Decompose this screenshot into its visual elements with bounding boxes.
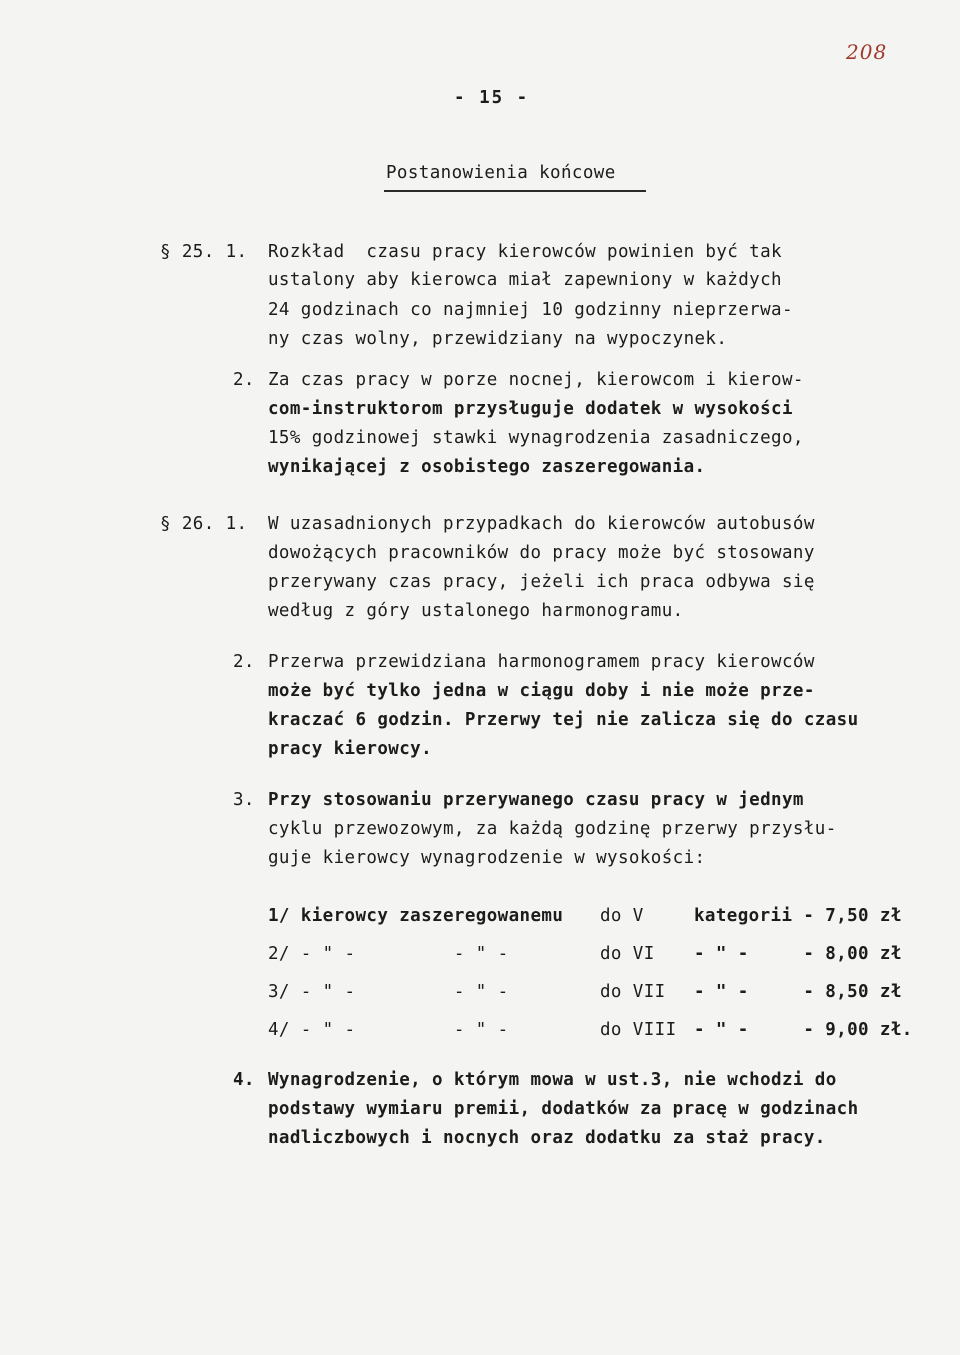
section-25-number: § 25. 1. <box>160 242 248 262</box>
section-26-para-2-line: pracy kierowcy. <box>268 739 433 759</box>
rates-row-amount: kategorii - 7,50 zł <box>694 906 902 926</box>
section-26-para-4-number: 4. <box>233 1070 255 1090</box>
rates-row-grade: do V <box>600 906 644 926</box>
rates-row-amount: - " - - 8,00 zł <box>694 944 902 964</box>
section-26-para-2-line: Przerwa przewidziana harmonogramem pracy kierowców <box>268 652 815 672</box>
section-26-text-line: W uzasadnionych przypadkach do kierowców autobusów <box>268 514 815 534</box>
section-26-text-line: według z góry ustalonego harmonogramu. <box>268 601 684 621</box>
section-26-text-line: dowożących pracowników do pracy może być stosowany <box>268 543 815 563</box>
rates-row-grade: do VIII <box>600 1020 677 1040</box>
section-25-para-2-number: 2. <box>233 370 255 390</box>
section-26-para-3-number: 3. <box>233 790 255 810</box>
section-26-para-3-line: guje kierowcy wynagrodzenie w wysokości: <box>268 848 706 868</box>
section-25-para-2-line: wynikającej z osobistego zaszeregowania. <box>268 457 706 477</box>
section-25-text-line: 24 godzinach co najmniej 10 godzinny nieprzerwa- <box>268 300 793 320</box>
title-underline <box>384 190 646 192</box>
section-26-para-4-line: podstawy wymiaru premii, dodatków za pracę w godzinach <box>268 1099 859 1119</box>
rates-row-label: 1/ kierowcy zaszeregowanemu <box>268 906 564 926</box>
section-26-para-2-number: 2. <box>233 652 255 672</box>
section-25-para-2-line: 15% godzinowej stawki wynagrodzenia zasadniczego, <box>268 428 804 448</box>
section-26-number: § 26. 1. <box>160 514 248 534</box>
rates-row-grade: do VI <box>600 944 655 964</box>
page-number: - 15 - <box>454 88 530 108</box>
section-26-para-3-line: Przy stosowaniu przerywanego czasu pracy w jednym <box>268 790 804 810</box>
section-26-para-3-line: cyklu przewozowym, za każdą godzinę przerwy przysłu- <box>268 819 837 839</box>
section-25-text-line: ny czas wolny, przewidziany na wypoczynek. <box>268 329 728 349</box>
section-25-para-2-line: Za czas pracy w porze nocnej, kierowcom i kierow- <box>268 370 804 390</box>
rates-row-label: 2/ - " - - " - <box>268 944 509 964</box>
section-25-text-line: ustalony aby kierowca miał zapewniony w każdych <box>268 270 782 290</box>
section-26-para-2-line: kraczać 6 godzin. Przerwy tej nie zalicza się do czasu <box>268 710 859 730</box>
section-26-text-line: przerywany czas pracy, jeżeli ich praca odbywa się <box>268 572 815 592</box>
handwritten-page-number: 208 <box>846 40 888 64</box>
rates-row-label: 4/ - " - - " - <box>268 1020 509 1040</box>
document-title: Postanowienia końcowe <box>386 163 616 183</box>
rates-row-amount: - " - - 8,50 zł <box>694 982 902 1002</box>
section-26-para-4-line: nadliczbowych i nocnych oraz dodatku za staż pracy. <box>268 1128 826 1148</box>
section-26-para-2-line: może być tylko jedna w ciągu doby i nie może prze- <box>268 681 815 701</box>
rates-row-grade: do VII <box>600 982 666 1002</box>
section-25-text-line: Rozkład czasu pracy kierowców powinien być tak <box>268 242 782 262</box>
section-26-para-4-line: Wynagrodzenie, o którym mowa w ust.3, nie wchodzi do <box>268 1070 837 1090</box>
rates-row-amount: - " - - 9,00 zł. <box>694 1020 913 1040</box>
rates-row-label: 3/ - " - - " - <box>268 982 509 1002</box>
section-25-para-2-line: com-instruktorom przysługuje dodatek w wysokości <box>268 399 793 419</box>
